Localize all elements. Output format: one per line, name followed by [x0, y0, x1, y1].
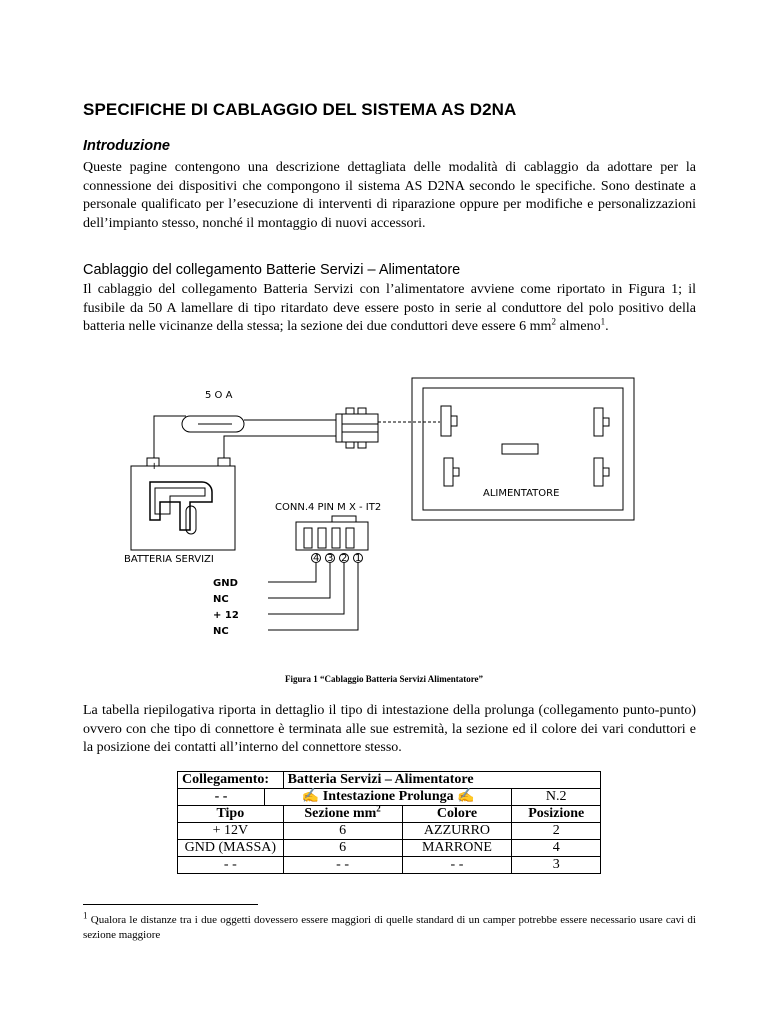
footnote-ref: 1: [600, 316, 606, 327]
section-text-b: almeno: [555, 319, 601, 335]
table-cell: 6: [283, 840, 402, 857]
section-text-c: .: [605, 319, 609, 335]
table-row: [178, 857, 601, 874]
wire-label-plus12: + 12: [213, 610, 239, 621]
column-colore: Colore: [402, 806, 512, 823]
footnote: [83, 910, 696, 943]
table-header-value: Batteria Servizi – Alimentatore: [283, 772, 600, 789]
footnote-mark: 1: [83, 910, 88, 921]
pin-number-2: 2: [341, 553, 348, 564]
column-sezione-sup: 2: [376, 803, 381, 814]
wiring-diagram: [0, 370, 768, 670]
table-cell: 4: [512, 840, 601, 857]
fuse-label: 5 O A: [205, 390, 233, 401]
connector-label: CONN.4 PIN M X - IT2: [275, 502, 382, 513]
footnote-divider: [83, 904, 258, 905]
wire-label-gnd: GND: [213, 578, 238, 589]
table-cell: GND (MASSA): [178, 840, 284, 857]
table-subheader-right: N.2: [512, 789, 601, 806]
table-subheader-row: [178, 789, 601, 806]
table-row: [178, 840, 601, 857]
psu-label: ALIMENTATORE: [483, 488, 560, 499]
table-header-row: [178, 772, 601, 789]
pin-number-3: 3: [327, 553, 334, 564]
intro-paragraph: Queste pagine contengono una descrizione dettagliata delle modalità di cablaggio da adottare per la connessione dei dispositivi che compongono il sistema AS D2NA secondo le specifiche. Sono destinate a personale qualificato per l’esecuzione di interventi di riparazione oppure per modifiche e personalizzazioni dell’impianto stesso, nonché il montaggio di nuovi accessori.: [83, 160, 696, 231]
column-sezione: [283, 803, 402, 823]
pin-number-1: 1: [355, 553, 362, 564]
wire-label-nc-1: NC: [213, 594, 229, 605]
table-intro-paragraph: La tabella riepilogativa riporta in dettaglio il tipo di intestazione della prolunga (collegamento punto-punto) ovvero con che tipo di connettore è terminata alle sue estremità, la sezione ed il colore dei vari conduttori e la posizione dei contatti all’interno del connettore stesso.: [83, 703, 696, 756]
table-header-label: Collegamento:: [178, 772, 284, 789]
table-cell: MARRONE: [402, 840, 512, 857]
document-title: SPECIFICHE DI CABLAGGIO DEL SISTEMA AS D2NA: [83, 100, 517, 119]
table-subheader-dash: - -: [178, 789, 265, 806]
table-subheader-middle: ✍ Intestazione Prolunga ✍: [265, 789, 512, 806]
section-text-a: Il cablaggio del collegamento Batteria Servizi con l’alimentatore avviene come riportato in Figura 1; il fusibile da 50 A lamellare di tipo ritardato deve essere posto in serie al conduttore del polo positivo della batteria nelle vicinanze della stessa; la sezione dei due conduttori deve essere 6 mm: [83, 282, 696, 335]
table-cell: + 12V: [178, 823, 284, 840]
column-sezione-text: Sezione mm: [304, 806, 377, 821]
column-tipo: Tipo: [178, 806, 284, 823]
battery-label: BATTERIA SERVIZI: [124, 554, 214, 565]
wire-label-nc-2: NC: [213, 626, 229, 637]
table-cell: 2: [512, 823, 601, 840]
battery-body: [131, 466, 235, 550]
battery-minus-label: -: [222, 461, 226, 472]
pin-number-4: 4: [313, 553, 320, 564]
wiring-table: [177, 771, 601, 874]
table-cell: 3: [512, 857, 601, 874]
table-cell: - -: [402, 857, 512, 874]
column-posizione: Posizione: [512, 806, 601, 823]
intro-heading: Introduzione: [83, 138, 170, 154]
table-cell: - -: [178, 857, 284, 874]
table-cell: 6: [283, 823, 402, 840]
battery-plus-label: +: [150, 461, 159, 472]
table-cell: AZZURRO: [402, 823, 512, 840]
table-row: [178, 823, 601, 840]
table-cell: - -: [283, 857, 402, 874]
table-columns-row: [178, 806, 601, 823]
footnote-text: Qualora le distanze tra i due oggetti dovessero essere maggiori di quelle standard di un camper potrebbe essere necessario usare cavi di sezione maggiore: [83, 914, 696, 941]
section-paragraph: [83, 281, 696, 337]
figure-caption: Figura 1 “Cablaggio Batteria Servizi Alimentatore”: [284, 674, 484, 684]
section-heading: Cablaggio del collegamento Batterie Servizi – Alimentatore: [83, 262, 461, 278]
section-text-sup: 2: [551, 316, 556, 327]
